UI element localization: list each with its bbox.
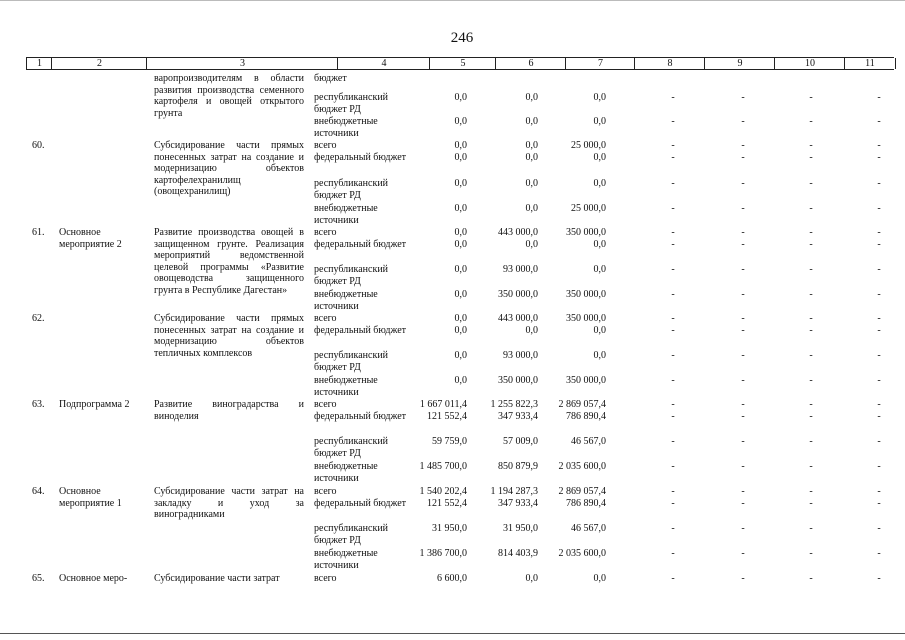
empty-dash-col-8: - bbox=[671, 239, 675, 250]
empty-dash-col-11: - bbox=[877, 461, 881, 472]
empty-dash-col-9: - bbox=[741, 523, 745, 534]
empty-dash-col-8: - bbox=[671, 140, 675, 151]
header-col-2: 2 bbox=[51, 58, 147, 69]
measure-name: Субсидирование части прямых понесенных затрат на создание и модернизацию объектов картофелехранилищ (овощехранилищ) bbox=[154, 140, 304, 197]
value-col-5: 31 950,0 bbox=[432, 523, 467, 534]
top-edge-rule bbox=[0, 0, 905, 1]
empty-dash-col-8: - bbox=[671, 375, 675, 386]
header-col-5: 5 bbox=[429, 58, 496, 69]
value-col-7: 0,0 bbox=[593, 178, 606, 189]
program-name: Подпрограмма 2 bbox=[59, 399, 130, 410]
empty-dash-col-11: - bbox=[877, 498, 881, 509]
empty-dash-col-9: - bbox=[741, 411, 745, 422]
value-col-7: 2 035 600,0 bbox=[558, 461, 606, 472]
value-col-6: 850 879,9 bbox=[498, 461, 538, 472]
empty-dash-col-11: - bbox=[877, 178, 881, 189]
empty-dash-col-9: - bbox=[741, 498, 745, 509]
funding-source: федеральный бюджет bbox=[314, 152, 407, 163]
empty-dash-col-8: - bbox=[671, 152, 675, 163]
empty-dash-col-11: - bbox=[877, 239, 881, 250]
empty-dash-col-9: - bbox=[741, 350, 745, 361]
value-col-5: 0,0 bbox=[454, 313, 467, 324]
value-col-7: 0,0 bbox=[593, 573, 606, 584]
empty-dash-col-11: - bbox=[877, 350, 881, 361]
value-col-7: 350 000,0 bbox=[566, 227, 606, 238]
value-col-6: 443 000,0 bbox=[498, 227, 538, 238]
value-col-7: 0,0 bbox=[593, 325, 606, 336]
header-col-3: 3 bbox=[146, 58, 338, 69]
value-col-5: 0,0 bbox=[454, 350, 467, 361]
row-number: 65. bbox=[32, 573, 45, 584]
value-col-5: 6 600,0 bbox=[437, 573, 467, 584]
empty-dash-col-9: - bbox=[741, 239, 745, 250]
empty-dash-col-10: - bbox=[809, 140, 813, 151]
value-col-7: 0,0 bbox=[593, 92, 606, 103]
empty-dash-col-8: - bbox=[671, 227, 675, 238]
value-col-6: 350 000,0 bbox=[498, 375, 538, 386]
empty-dash-col-9: - bbox=[741, 399, 745, 410]
empty-dash-col-9: - bbox=[741, 116, 745, 127]
funding-source: федеральный бюджет bbox=[314, 325, 407, 336]
funding-source: внебюджетные источники bbox=[314, 116, 378, 139]
value-col-7: 786 890,4 bbox=[566, 498, 606, 509]
empty-dash-col-11: - bbox=[877, 140, 881, 151]
funding-source: федеральный бюджет bbox=[314, 411, 407, 422]
header-col-1: 1 bbox=[26, 58, 52, 69]
value-col-5: 121 552,4 bbox=[427, 411, 467, 422]
value-col-5: 0,0 bbox=[454, 203, 467, 214]
empty-dash-col-10: - bbox=[809, 411, 813, 422]
bottom-edge-rule bbox=[0, 633, 905, 634]
header-col-4: 4 bbox=[337, 58, 430, 69]
empty-dash-col-10: - bbox=[809, 239, 813, 250]
empty-dash-col-8: - bbox=[671, 116, 675, 127]
value-col-7: 0,0 bbox=[593, 264, 606, 275]
value-col-6: 0,0 bbox=[525, 140, 538, 151]
value-col-6: 443 000,0 bbox=[498, 313, 538, 324]
empty-dash-col-11: - bbox=[877, 375, 881, 386]
program-name: Основное мероприятие 2 bbox=[59, 227, 122, 250]
funding-source: республиканский бюджет РД bbox=[314, 92, 389, 115]
empty-dash-col-8: - bbox=[671, 325, 675, 336]
funding-source: республиканский бюджет РД bbox=[314, 178, 389, 201]
value-col-6: 0,0 bbox=[525, 92, 538, 103]
empty-dash-col-11: - bbox=[877, 486, 881, 497]
empty-dash-col-10: - bbox=[809, 203, 813, 214]
empty-dash-col-9: - bbox=[741, 461, 745, 472]
row-number: 64. bbox=[32, 486, 45, 497]
empty-dash-col-9: - bbox=[741, 140, 745, 151]
empty-dash-col-9: - bbox=[741, 486, 745, 497]
empty-dash-col-10: - bbox=[809, 289, 813, 300]
funding-source: внебюджетные источники bbox=[314, 461, 378, 484]
value-col-5: 1 485 700,0 bbox=[419, 461, 467, 472]
value-col-5: 0,0 bbox=[454, 178, 467, 189]
empty-dash-col-8: - bbox=[671, 178, 675, 189]
empty-dash-col-10: - bbox=[809, 523, 813, 534]
empty-dash-col-10: - bbox=[809, 178, 813, 189]
measure-name: варопроизводителям в области развития производства семенного картофеля и овощей открытого грунта bbox=[154, 73, 304, 119]
value-col-7: 2 869 057,4 bbox=[558, 399, 606, 410]
row-number: 63. bbox=[32, 399, 45, 410]
value-col-6: 347 933,4 bbox=[498, 498, 538, 509]
value-col-5: 59 759,0 bbox=[432, 436, 467, 447]
empty-dash-col-11: - bbox=[877, 264, 881, 275]
funding-source: республиканский бюджет РД bbox=[314, 264, 389, 287]
empty-dash-col-11: - bbox=[877, 436, 881, 447]
empty-dash-col-8: - bbox=[671, 548, 675, 559]
value-col-6: 0,0 bbox=[525, 116, 538, 127]
value-col-6: 0,0 bbox=[525, 239, 538, 250]
empty-dash-col-10: - bbox=[809, 227, 813, 238]
empty-dash-col-8: - bbox=[671, 92, 675, 103]
funding-source: республиканский бюджет РД bbox=[314, 436, 389, 459]
empty-dash-col-11: - bbox=[877, 116, 881, 127]
empty-dash-col-9: - bbox=[741, 92, 745, 103]
empty-dash-col-11: - bbox=[877, 411, 881, 422]
value-col-7: 0,0 bbox=[593, 239, 606, 250]
empty-dash-col-8: - bbox=[671, 486, 675, 497]
empty-dash-col-8: - bbox=[671, 498, 675, 509]
table-header bbox=[26, 57, 894, 70]
row-number: 60. bbox=[32, 140, 45, 151]
empty-dash-col-10: - bbox=[809, 436, 813, 447]
empty-dash-col-10: - bbox=[809, 399, 813, 410]
funding-source: всего bbox=[314, 486, 337, 497]
empty-dash-col-9: - bbox=[741, 264, 745, 275]
value-col-7: 25 000,0 bbox=[571, 203, 606, 214]
value-col-7: 2 869 057,4 bbox=[558, 486, 606, 497]
funding-source: всего bbox=[314, 313, 337, 324]
empty-dash-col-8: - bbox=[671, 203, 675, 214]
value-col-5: 0,0 bbox=[454, 116, 467, 127]
value-col-6: 0,0 bbox=[525, 178, 538, 189]
empty-dash-col-8: - bbox=[671, 313, 675, 324]
empty-dash-col-10: - bbox=[809, 325, 813, 336]
funding-source: бюджет bbox=[314, 73, 347, 84]
value-col-6: 1 255 822,3 bbox=[490, 399, 538, 410]
empty-dash-col-9: - bbox=[741, 375, 745, 386]
value-col-7: 46 567,0 bbox=[571, 523, 606, 534]
row-number: 61. bbox=[32, 227, 45, 238]
header-col-11: 11 bbox=[844, 58, 896, 69]
funding-source: всего bbox=[314, 227, 337, 238]
empty-dash-col-11: - bbox=[877, 399, 881, 410]
header-col-6: 6 bbox=[495, 58, 566, 69]
empty-dash-col-9: - bbox=[741, 289, 745, 300]
empty-dash-col-11: - bbox=[877, 523, 881, 534]
header-col-8: 8 bbox=[634, 58, 705, 69]
funding-source: федеральный бюджет bbox=[314, 498, 407, 509]
value-col-6: 0,0 bbox=[525, 573, 538, 584]
measure-name: Субсидирование части прямых понесенных затрат на создание и модернизацию объектов тепличных комплексов bbox=[154, 313, 304, 359]
value-col-5: 0,0 bbox=[454, 227, 467, 238]
funding-source: всего bbox=[314, 573, 337, 584]
value-col-6: 57 009,0 bbox=[503, 436, 538, 447]
header-col-9: 9 bbox=[704, 58, 775, 69]
value-col-6: 93 000,0 bbox=[503, 350, 538, 361]
empty-dash-col-8: - bbox=[671, 289, 675, 300]
empty-dash-col-8: - bbox=[671, 350, 675, 361]
empty-dash-col-10: - bbox=[809, 152, 813, 163]
empty-dash-col-9: - bbox=[741, 573, 745, 584]
empty-dash-col-11: - bbox=[877, 325, 881, 336]
value-col-6: 1 194 287,3 bbox=[490, 486, 538, 497]
empty-dash-col-11: - bbox=[877, 92, 881, 103]
empty-dash-col-10: - bbox=[809, 313, 813, 324]
measure-name: Субсидирование части затрат на закладку и уход за виноградниками bbox=[154, 486, 304, 520]
empty-dash-col-10: - bbox=[809, 461, 813, 472]
value-col-5: 0,0 bbox=[454, 264, 467, 275]
empty-dash-col-9: - bbox=[741, 178, 745, 189]
empty-dash-col-8: - bbox=[671, 461, 675, 472]
measure-name: Развитие виноградарства и виноделия bbox=[154, 399, 304, 422]
funding-source: республиканский бюджет РД bbox=[314, 350, 389, 373]
value-col-7: 2 035 600,0 bbox=[558, 548, 606, 559]
program-name: Основное меро- bbox=[59, 573, 128, 584]
value-col-6: 350 000,0 bbox=[498, 289, 538, 300]
value-col-5: 0,0 bbox=[454, 152, 467, 163]
empty-dash-col-11: - bbox=[877, 548, 881, 559]
value-col-7: 46 567,0 bbox=[571, 436, 606, 447]
value-col-7: 0,0 bbox=[593, 116, 606, 127]
value-col-5: 0,0 bbox=[454, 140, 467, 151]
empty-dash-col-9: - bbox=[741, 152, 745, 163]
value-col-6: 93 000,0 bbox=[503, 264, 538, 275]
value-col-6: 347 933,4 bbox=[498, 411, 538, 422]
empty-dash-col-9: - bbox=[741, 325, 745, 336]
empty-dash-col-8: - bbox=[671, 523, 675, 534]
empty-dash-col-10: - bbox=[809, 350, 813, 361]
value-col-6: 0,0 bbox=[525, 203, 538, 214]
empty-dash-col-10: - bbox=[809, 498, 813, 509]
value-col-5: 1 667 011,4 bbox=[419, 399, 467, 410]
empty-dash-col-9: - bbox=[741, 548, 745, 559]
empty-dash-col-10: - bbox=[809, 375, 813, 386]
empty-dash-col-11: - bbox=[877, 289, 881, 300]
empty-dash-col-10: - bbox=[809, 573, 813, 584]
empty-dash-col-10: - bbox=[809, 264, 813, 275]
funding-source: внебюджетные источники bbox=[314, 289, 378, 312]
value-col-7: 0,0 bbox=[593, 350, 606, 361]
value-col-7: 0,0 bbox=[593, 152, 606, 163]
empty-dash-col-11: - bbox=[877, 313, 881, 324]
value-col-5: 1 540 202,4 bbox=[419, 486, 467, 497]
funding-source: всего bbox=[314, 399, 337, 410]
header-col-10: 10 bbox=[774, 58, 845, 69]
funding-source: федеральный бюджет bbox=[314, 239, 407, 250]
program-name: Основное мероприятие 1 bbox=[59, 486, 122, 509]
value-col-7: 786 890,4 bbox=[566, 411, 606, 422]
value-col-5: 0,0 bbox=[454, 239, 467, 250]
page-number: 246 bbox=[450, 30, 474, 46]
empty-dash-col-8: - bbox=[671, 573, 675, 584]
funding-source: внебюджетные источники bbox=[314, 375, 378, 398]
empty-dash-col-8: - bbox=[671, 411, 675, 422]
measure-name: Развитие производства овощей в защищенном грунте. Реализация мероприятий ведомственной целевой программы «Развитие овощеводства защищенного грунта в Республике Дагестан» bbox=[154, 227, 304, 296]
funding-source: внебюджетные источники bbox=[314, 203, 378, 226]
empty-dash-col-8: - bbox=[671, 264, 675, 275]
funding-source: всего bbox=[314, 140, 337, 151]
value-col-6: 814 403,9 bbox=[498, 548, 538, 559]
value-col-6: 0,0 bbox=[525, 325, 538, 336]
header-col-7: 7 bbox=[565, 58, 635, 69]
empty-dash-col-11: - bbox=[877, 573, 881, 584]
value-col-7: 25 000,0 bbox=[571, 140, 606, 151]
empty-dash-col-8: - bbox=[671, 436, 675, 447]
empty-dash-col-9: - bbox=[741, 203, 745, 214]
funding-source: республиканский бюджет РД bbox=[314, 523, 389, 546]
empty-dash-col-10: - bbox=[809, 486, 813, 497]
empty-dash-col-10: - bbox=[809, 92, 813, 103]
value-col-5: 121 552,4 bbox=[427, 498, 467, 509]
empty-dash-col-9: - bbox=[741, 436, 745, 447]
empty-dash-col-11: - bbox=[877, 227, 881, 238]
value-col-5: 0,0 bbox=[454, 92, 467, 103]
funding-source: внебюджетные источники bbox=[314, 548, 378, 571]
empty-dash-col-8: - bbox=[671, 399, 675, 410]
measure-name: Субсидирование части затрат bbox=[154, 573, 280, 584]
empty-dash-col-11: - bbox=[877, 203, 881, 214]
value-col-6: 31 950,0 bbox=[503, 523, 538, 534]
value-col-7: 350 000,0 bbox=[566, 289, 606, 300]
value-col-5: 1 386 700,0 bbox=[419, 548, 467, 559]
value-col-5: 0,0 bbox=[454, 289, 467, 300]
value-col-7: 350 000,0 bbox=[566, 313, 606, 324]
empty-dash-col-10: - bbox=[809, 548, 813, 559]
value-col-6: 0,0 bbox=[525, 152, 538, 163]
row-number: 62. bbox=[32, 313, 45, 324]
empty-dash-col-11: - bbox=[877, 152, 881, 163]
value-col-5: 0,0 bbox=[454, 325, 467, 336]
empty-dash-col-10: - bbox=[809, 116, 813, 127]
empty-dash-col-9: - bbox=[741, 313, 745, 324]
value-col-5: 0,0 bbox=[454, 375, 467, 386]
value-col-7: 350 000,0 bbox=[566, 375, 606, 386]
empty-dash-col-9: - bbox=[741, 227, 745, 238]
